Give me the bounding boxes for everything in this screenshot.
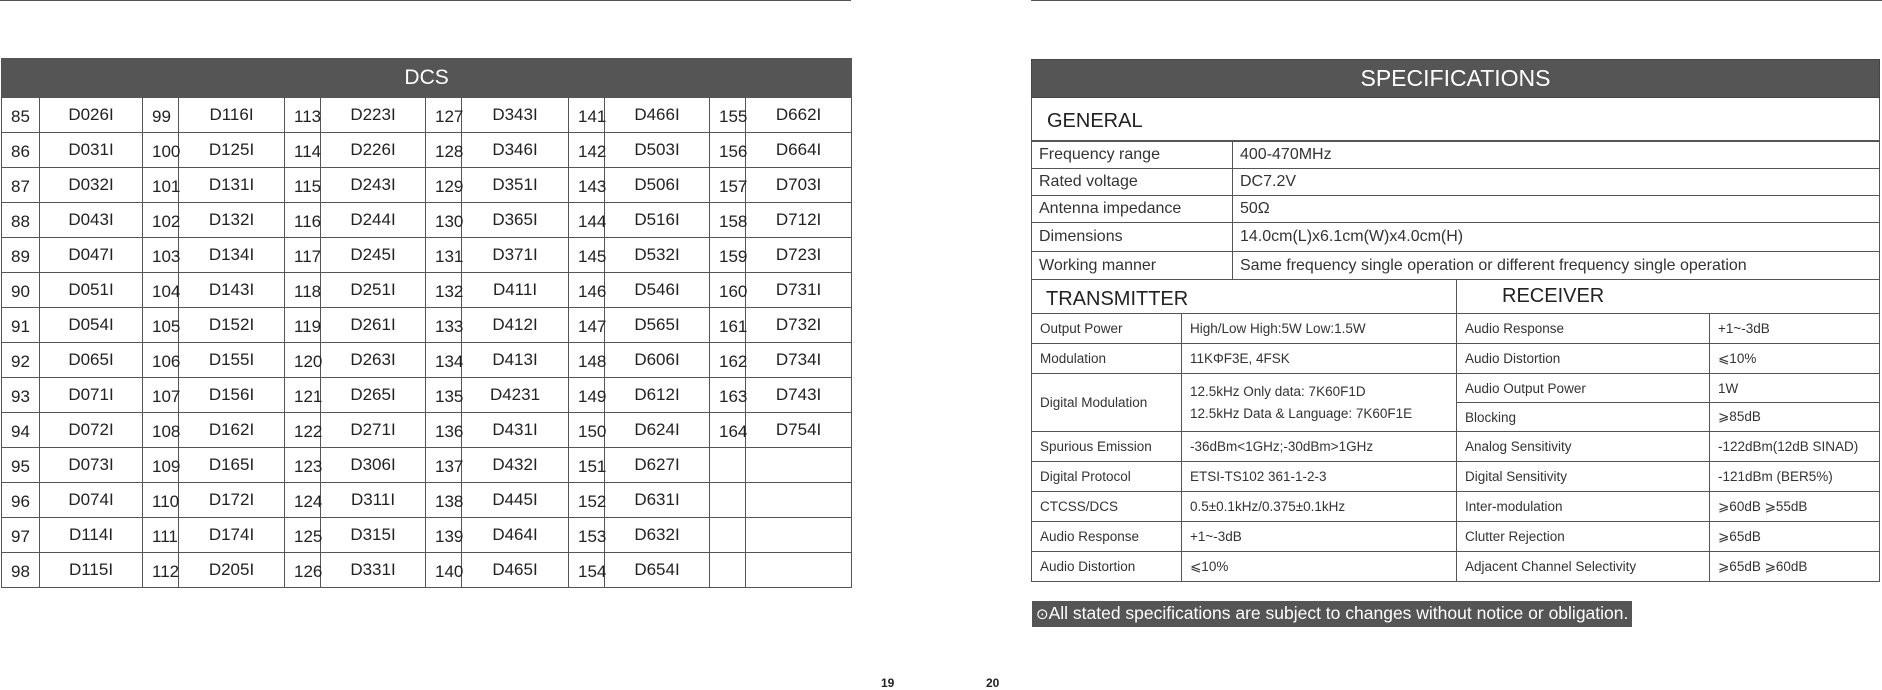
receiver-label: RECEIVER xyxy=(1502,285,1605,307)
dcs-code-cell: D132I xyxy=(179,203,285,238)
dcs-code-cell: D612I xyxy=(605,378,710,413)
dcs-code-cell: D172I xyxy=(179,483,285,518)
spec-row xyxy=(1032,522,1880,552)
dcs-number-cell: 155 xyxy=(710,98,746,133)
dcs-number-cell: 140 xyxy=(426,553,462,588)
dcs-code-cell: D631I xyxy=(605,483,710,518)
dcs-code-cell: D263I xyxy=(321,343,426,378)
general-label-cell: Rated voltage xyxy=(1032,169,1233,196)
dcs-number-cell: 129 xyxy=(426,168,462,203)
dcs-code-cell: D464I xyxy=(462,518,569,553)
dcs-code-cell: D261I xyxy=(321,308,426,343)
dcs-number-cell: 143 xyxy=(569,168,605,203)
dcs-code-cell: D365I xyxy=(462,203,569,238)
general-row xyxy=(1032,252,1880,280)
dcs-code-cell: D712I xyxy=(746,203,852,238)
dcs-number-cell: 153 xyxy=(569,518,605,553)
specifications-notice xyxy=(1032,601,1632,627)
dcs-code-cell: D271I xyxy=(321,413,426,448)
dcs-number-cell: 120 xyxy=(285,343,321,378)
notice-text: All stated specifications are subject to changes without notice or obligation. xyxy=(1048,603,1629,623)
tx-label: Spurious Emission xyxy=(1032,432,1182,462)
dcs-number-cell: 162 xyxy=(710,343,746,378)
dcs-number-cell: 146 xyxy=(569,273,605,308)
dcs-row xyxy=(2,308,852,343)
dcs-code-cell: D205I xyxy=(179,553,285,588)
dcs-code-cell: D306I xyxy=(321,448,426,483)
rx-value: -122dBm(12dB SINAD) xyxy=(1710,432,1880,462)
dcs-code-cell: D051I xyxy=(40,273,143,308)
tx-value: +1~-3dB xyxy=(1182,522,1457,552)
dcs-code-cell: D174I xyxy=(179,518,285,553)
dcs-row xyxy=(2,553,852,588)
dcs-code-cell: D165I xyxy=(179,448,285,483)
dcs-number-cell: 95 xyxy=(2,448,40,483)
dcs-code-cell: D155I xyxy=(179,343,285,378)
transmitter-receiver-header xyxy=(1031,280,1880,313)
dcs-code-cell: D466I xyxy=(605,98,710,133)
dcs-row xyxy=(2,273,852,308)
general-label-cell: Antenna impedance xyxy=(1032,196,1233,223)
dcs-number-cell: 158 xyxy=(710,203,746,238)
dcs-number-cell: 130 xyxy=(426,203,462,238)
dcs-number-cell: 128 xyxy=(426,133,462,168)
rx-value: -121dBm (BER5%) xyxy=(1710,462,1880,492)
dcs-number-cell: 150 xyxy=(569,413,605,448)
dcs-code-cell: D265I xyxy=(321,378,426,413)
tx-value: 11KΦF3E, 4FSK xyxy=(1182,344,1457,374)
dcs-row xyxy=(2,518,852,553)
general-table xyxy=(1031,141,1880,280)
dcs-code-cell: D606I xyxy=(605,343,710,378)
spec-row xyxy=(1032,374,1880,403)
page-number-right: 20 xyxy=(986,676,1000,690)
dcs-number-cell: 159 xyxy=(710,238,746,273)
dcs-number-cell: 110 xyxy=(143,483,179,518)
dcs-code-cell: D731I xyxy=(746,273,852,308)
dcs-number-cell: 125 xyxy=(285,518,321,553)
dcs-row xyxy=(2,98,852,133)
dcs-code-cell: D026I xyxy=(40,98,143,133)
dcs-number-cell: 88 xyxy=(2,203,40,238)
dcs-number-cell: 106 xyxy=(143,343,179,378)
dcs-code-cell: D503I xyxy=(605,133,710,168)
dcs-code-cell: D162I xyxy=(179,413,285,448)
dcs-number-cell xyxy=(710,448,746,483)
rx-value: 1W xyxy=(1710,374,1880,403)
dcs-number-cell: 141 xyxy=(569,98,605,133)
dcs-number-cell: 149 xyxy=(569,378,605,413)
dcs-number-cell: 116 xyxy=(285,203,321,238)
dcs-number-cell: 163 xyxy=(710,378,746,413)
dcs-code-cell: D632I xyxy=(605,518,710,553)
dcs-code-cell: D072I xyxy=(40,413,143,448)
dcs-number-cell: 107 xyxy=(143,378,179,413)
dcs-row xyxy=(2,413,852,448)
dcs-code-cell: D116I xyxy=(179,98,285,133)
dcs-code-cell: D032I xyxy=(40,168,143,203)
dcs-number-cell xyxy=(710,483,746,518)
dcs-number-cell: 105 xyxy=(143,308,179,343)
dcs-code-cell: D4231 xyxy=(462,378,569,413)
dcs-number-cell: 148 xyxy=(569,343,605,378)
dcs-number-cell: 114 xyxy=(285,133,321,168)
tx-label: Output Power xyxy=(1032,314,1182,344)
dcs-code-cell: D732I xyxy=(746,308,852,343)
dcs-code-cell xyxy=(746,448,852,483)
dcs-number-cell: 101 xyxy=(143,168,179,203)
dcs-row xyxy=(2,203,852,238)
dcs-code-cell: D125I xyxy=(179,133,285,168)
dcs-code-cell: D546I xyxy=(605,273,710,308)
dcs-code-cell: D054I xyxy=(40,308,143,343)
spec-row xyxy=(1032,314,1880,344)
rx-label: Adjacent Channel Selectivity xyxy=(1457,552,1710,582)
dcs-code-cell: D411I xyxy=(462,273,569,308)
dcs-number-cell: 124 xyxy=(285,483,321,518)
dcs-number-cell: 144 xyxy=(569,203,605,238)
dcs-number-cell: 93 xyxy=(2,378,40,413)
dcs-row xyxy=(2,448,852,483)
dcs-code-cell: D031I xyxy=(40,133,143,168)
rx-label: Digital Sensitivity xyxy=(1457,462,1710,492)
dcs-number-cell: 135 xyxy=(426,378,462,413)
dcs-code-cell: D703I xyxy=(746,168,852,203)
dcs-code-cell: D654I xyxy=(605,553,710,588)
dcs-number-cell: 123 xyxy=(285,448,321,483)
spec-row xyxy=(1032,462,1880,492)
general-row xyxy=(1032,223,1880,252)
spec-row xyxy=(1032,492,1880,522)
dcs-code-cell: D343I xyxy=(462,98,569,133)
spec-row xyxy=(1032,432,1880,462)
dcs-code-cell: D346I xyxy=(462,133,569,168)
dcs-number-cell: 112 xyxy=(143,553,179,588)
top-rule-right xyxy=(1031,0,1882,1)
general-value-cell: Same frequency single operation or different frequency single operation xyxy=(1233,252,1880,280)
dcs-code-cell: D662I xyxy=(746,98,852,133)
tx-label: Digital Protocol xyxy=(1032,462,1182,492)
general-header xyxy=(1031,98,1880,141)
dcs-code-cell: D315I xyxy=(321,518,426,553)
rx-label: Audio Response xyxy=(1457,314,1710,344)
dcs-number-cell: 142 xyxy=(569,133,605,168)
dcs-row xyxy=(2,343,852,378)
tx-value-stack xyxy=(1182,374,1457,432)
tx-value: -36dBm<1GHz;-30dBm>1GHz xyxy=(1182,432,1457,462)
dcs-code-cell: D371I xyxy=(462,238,569,273)
specifications-title: SPECIFICATIONS xyxy=(1031,59,1880,98)
transmitter-receiver-table xyxy=(1031,313,1880,582)
rx-value: ⩾65dB ⩾60dB xyxy=(1710,552,1880,582)
dcs-number-cell: 152 xyxy=(569,483,605,518)
dcs-number-cell: 139 xyxy=(426,518,462,553)
dcs-code-cell: D223I xyxy=(321,98,426,133)
rx-value: ⩾60dB ⩾55dB xyxy=(1710,492,1880,522)
dcs-code-cell: D743I xyxy=(746,378,852,413)
dcs-code-cell: D413I xyxy=(462,343,569,378)
dcs-row xyxy=(2,238,852,273)
dcs-number-cell: 86 xyxy=(2,133,40,168)
dcs-code-cell: D047I xyxy=(40,238,143,273)
dcs-number-cell: 90 xyxy=(2,273,40,308)
dcs-number-cell: 119 xyxy=(285,308,321,343)
dcs-number-cell: 160 xyxy=(710,273,746,308)
tx-label: CTCSS/DCS xyxy=(1032,492,1182,522)
dcs-code-cell: D754I xyxy=(746,413,852,448)
dcs-number-cell: 92 xyxy=(2,343,40,378)
dcs-number-cell: 98 xyxy=(2,553,40,588)
dcs-number-cell: 151 xyxy=(569,448,605,483)
rx-label: Audio Output Power xyxy=(1457,374,1710,403)
rx-label: Analog Sensitivity xyxy=(1457,432,1710,462)
dcs-number-cell: 131 xyxy=(426,238,462,273)
dcs-code-cell: D114I xyxy=(40,518,143,553)
tx-value: ⩽10% xyxy=(1182,552,1457,582)
dcs-row xyxy=(2,133,852,168)
dcs-code-cell: D516I xyxy=(605,203,710,238)
dcs-number-cell: 156 xyxy=(710,133,746,168)
dcs-code-cell: D351I xyxy=(462,168,569,203)
dcs-number-cell xyxy=(710,518,746,553)
dcs-code-cell: D723I xyxy=(746,238,852,273)
dcs-code-cell: D131I xyxy=(179,168,285,203)
dcs-table xyxy=(1,58,852,588)
top-rule-left xyxy=(0,0,851,1)
dcs-number-cell: 136 xyxy=(426,413,462,448)
rx-label: Audio Distortion xyxy=(1457,344,1710,374)
dcs-number-cell: 85 xyxy=(2,98,40,133)
general-row xyxy=(1032,142,1880,169)
dcs-code-cell: D431I xyxy=(462,413,569,448)
tx-value: 0.5±0.1kHz/0.375±0.1kHz xyxy=(1182,492,1457,522)
general-row xyxy=(1032,169,1880,196)
dcs-row xyxy=(2,378,852,413)
dcs-title: DCS xyxy=(2,59,852,98)
dcs-number-cell: 103 xyxy=(143,238,179,273)
general-value-cell: 14.0cm(L)x6.1cm(W)x4.0cm(H) xyxy=(1233,223,1880,252)
dcs-number-cell: 133 xyxy=(426,308,462,343)
tx-label: Modulation xyxy=(1032,344,1182,374)
general-value-cell: 400-470MHz xyxy=(1233,142,1880,169)
general-row xyxy=(1032,196,1880,223)
dcs-row xyxy=(2,483,852,518)
dcs-code-cell: D143I xyxy=(179,273,285,308)
dcs-number-cell: 157 xyxy=(710,168,746,203)
tx-label: Audio Distortion xyxy=(1032,552,1182,582)
dcs-number-cell: 87 xyxy=(2,168,40,203)
dcs-number-cell: 164 xyxy=(710,413,746,448)
dcs-code-cell: D073I xyxy=(40,448,143,483)
dcs-number-cell: 102 xyxy=(143,203,179,238)
dcs-code-cell: D465I xyxy=(462,553,569,588)
dcs-number-cell: 161 xyxy=(710,308,746,343)
dcs-code-cell: D565I xyxy=(605,308,710,343)
dcs-number-cell: 94 xyxy=(2,413,40,448)
dcs-code-cell xyxy=(746,483,852,518)
dcs-number-cell: 109 xyxy=(143,448,179,483)
specifications-panel xyxy=(1031,59,1880,582)
dcs-code-cell: D245I xyxy=(321,238,426,273)
general-label: GENERAL xyxy=(1047,110,1143,132)
dcs-code-cell: D115I xyxy=(40,553,143,588)
section-divider xyxy=(1456,280,1457,313)
dcs-number-cell: 97 xyxy=(2,518,40,553)
dcs-number-cell: 99 xyxy=(143,98,179,133)
dcs-code-cell: D532I xyxy=(605,238,710,273)
rx-label: Inter-modulation xyxy=(1457,492,1710,522)
dcs-number-cell xyxy=(710,553,746,588)
dcs-number-cell: 134 xyxy=(426,343,462,378)
dcs-code-cell: D152I xyxy=(179,308,285,343)
dcs-code-cell: D243I xyxy=(321,168,426,203)
dcs-code-cell: D664I xyxy=(746,133,852,168)
dcs-number-cell: 96 xyxy=(2,483,40,518)
rx-value: +1~-3dB xyxy=(1710,314,1880,344)
dcs-number-cell: 91 xyxy=(2,308,40,343)
dcs-number-cell: 126 xyxy=(285,553,321,588)
dcs-code-cell: D071I xyxy=(40,378,143,413)
dcs-number-cell: 113 xyxy=(285,98,321,133)
dcs-code-cell: D627I xyxy=(605,448,710,483)
dcs-code-cell: D156I xyxy=(179,378,285,413)
transmitter-label: TRANSMITTER xyxy=(1046,288,1189,310)
dcs-code-cell: D734I xyxy=(746,343,852,378)
dcs-number-cell: 111 xyxy=(143,518,179,553)
dcs-code-cell: D624I xyxy=(605,413,710,448)
dcs-number-cell: 104 xyxy=(143,273,179,308)
dcs-number-cell: 147 xyxy=(569,308,605,343)
dcs-number-cell: 121 xyxy=(285,378,321,413)
dcs-code-cell: D506I xyxy=(605,168,710,203)
dcs-number-cell: 100 xyxy=(143,133,179,168)
dcs-number-cell: 115 xyxy=(285,168,321,203)
dcs-number-cell: 122 xyxy=(285,413,321,448)
rx-value: ⩾85dB xyxy=(1710,403,1880,432)
rx-value: ⩾65dB xyxy=(1710,522,1880,552)
dcs-code-cell: D065I xyxy=(40,343,143,378)
rx-label: Blocking xyxy=(1457,403,1710,432)
dcs-body xyxy=(2,98,852,588)
dcs-code-cell: D445I xyxy=(462,483,569,518)
dcs-code-cell xyxy=(746,518,852,553)
rx-label: Clutter Rejection xyxy=(1457,522,1710,552)
dcs-code-cell xyxy=(746,553,852,588)
general-label-cell: Dimensions xyxy=(1032,223,1233,252)
dcs-code-cell: D331I xyxy=(321,553,426,588)
dcs-code-cell: D244I xyxy=(321,203,426,238)
dcs-code-cell: D432I xyxy=(462,448,569,483)
dcs-code-cell: D311I xyxy=(321,483,426,518)
dcs-number-cell: 132 xyxy=(426,273,462,308)
dcs-number-cell: 89 xyxy=(2,238,40,273)
dcs-row xyxy=(2,168,852,203)
dcs-number-cell: 117 xyxy=(285,238,321,273)
dcs-code-cell: D043I xyxy=(40,203,143,238)
general-label-cell: Frequency range xyxy=(1032,142,1233,169)
dcs-code-cell: D074I xyxy=(40,483,143,518)
tx-label: Digital Modulation xyxy=(1032,374,1182,432)
general-value-cell: 50Ω xyxy=(1233,196,1880,223)
spec-row xyxy=(1032,344,1880,374)
dcs-code-cell: D134I xyxy=(179,238,285,273)
tx-value: High/Low High:5W Low:1.5W xyxy=(1182,314,1457,344)
tx-value: ETSI-TS102 361-1-2-3 xyxy=(1182,462,1457,492)
tx-value-line: 12.5kHz Data & Language: 7K60F1E xyxy=(1190,405,1413,421)
dcs-number-cell: 137 xyxy=(426,448,462,483)
tx-label: Audio Response xyxy=(1032,522,1182,552)
spec-row xyxy=(1032,552,1880,582)
dcs-number-cell: 145 xyxy=(569,238,605,273)
tx-value-line: 12.5kHz Only data: 7K60F1D xyxy=(1190,383,1366,399)
rx-value: ⩽10% xyxy=(1710,344,1880,374)
dcs-code-cell: D251I xyxy=(321,273,426,308)
dcs-number-cell: 154 xyxy=(569,553,605,588)
dcs-code-cell: D226I xyxy=(321,133,426,168)
general-value-cell: DC7.2V xyxy=(1233,169,1880,196)
dcs-number-cell: 138 xyxy=(426,483,462,518)
page-number-left: 19 xyxy=(881,676,895,690)
dcs-number-cell: 108 xyxy=(143,413,179,448)
notice-circle-icon: ⊙ xyxy=(1036,606,1049,623)
dcs-number-cell: 118 xyxy=(285,273,321,308)
general-label-cell: Working manner xyxy=(1032,252,1233,280)
dcs-number-cell: 127 xyxy=(426,98,462,133)
dcs-code-cell: D412I xyxy=(462,308,569,343)
